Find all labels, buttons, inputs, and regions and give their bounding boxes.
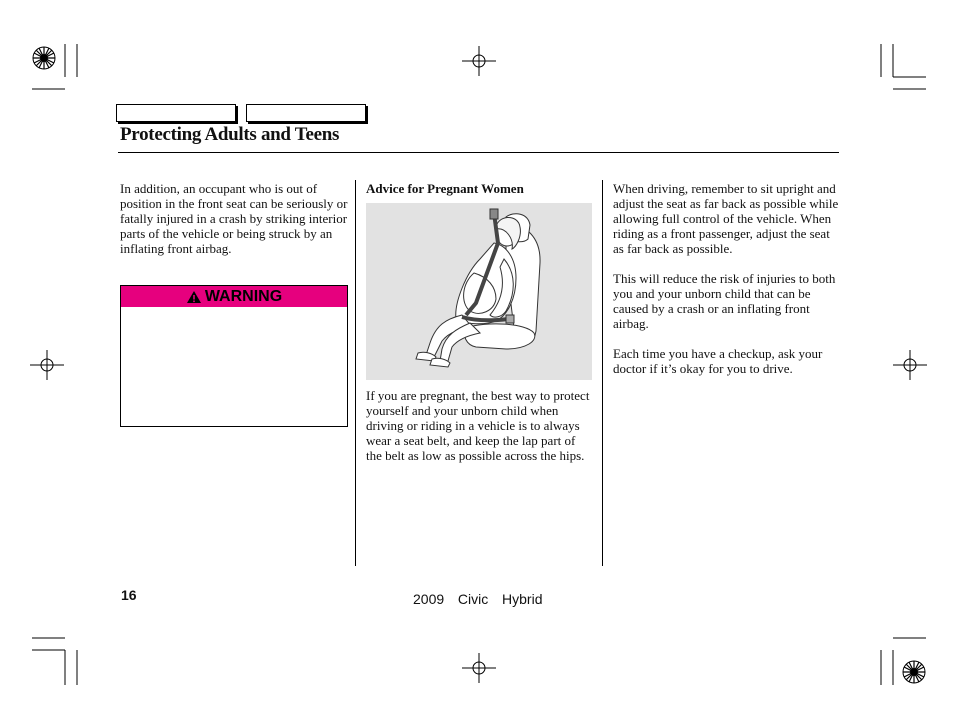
body-paragraph: When driving, remember to sit upright and adjust the seat as far back as possible while allowing full control of the vehicle. When riding as a front passenger, adjust the seat as far back as possible. [613, 181, 839, 256]
page-title: Protecting Adults and Teens [120, 124, 340, 145]
registration-mark-icon [893, 350, 927, 380]
body-paragraph: If you are pregnant, the best way to protect yourself and your unborn child when driving or riding in a vehicle is to always wear a seat belt, and keep the lap part of the belt as low as possible across the hips. [366, 388, 590, 463]
title-rule [118, 152, 839, 153]
left-column-text [120, 181, 348, 271]
warning-header [121, 286, 347, 307]
body-paragraph: In addition, an occupant who is out of position in the front seat can be seriously or fatally injured in a crash by striking interior parts of the vehicle or being struck by an inflating front airbag. [120, 181, 348, 256]
registration-mark-icon [30, 350, 64, 380]
crop-mark-icon [902, 660, 926, 684]
middle-column-text [366, 388, 594, 478]
pregnant-woman-illustration [366, 203, 592, 380]
body-paragraph: This will reduce the risk of injuries to both you and your unborn child that can be caused by a crash or an inflating front airbag. [613, 271, 836, 331]
warning-label: WARNING [204, 287, 283, 305]
body-paragraph: Each time you have a checkup, ask your doctor if it’s okay for you to drive. [613, 346, 823, 376]
section-tab [246, 104, 366, 122]
column-divider [602, 180, 603, 566]
right-column-text [613, 181, 839, 391]
crop-mark-icon [32, 46, 56, 70]
warning-box [120, 285, 348, 427]
warning-triangle-icon [186, 290, 202, 304]
subheading: Advice for Pregnant Women [366, 181, 524, 196]
column-divider [355, 180, 356, 566]
footer-model: 2009 Civic Hybrid [413, 591, 543, 607]
registration-mark-icon [462, 653, 496, 683]
section-tab [116, 104, 236, 122]
page-number: 16 [121, 587, 137, 603]
registration-mark-icon [462, 46, 496, 76]
